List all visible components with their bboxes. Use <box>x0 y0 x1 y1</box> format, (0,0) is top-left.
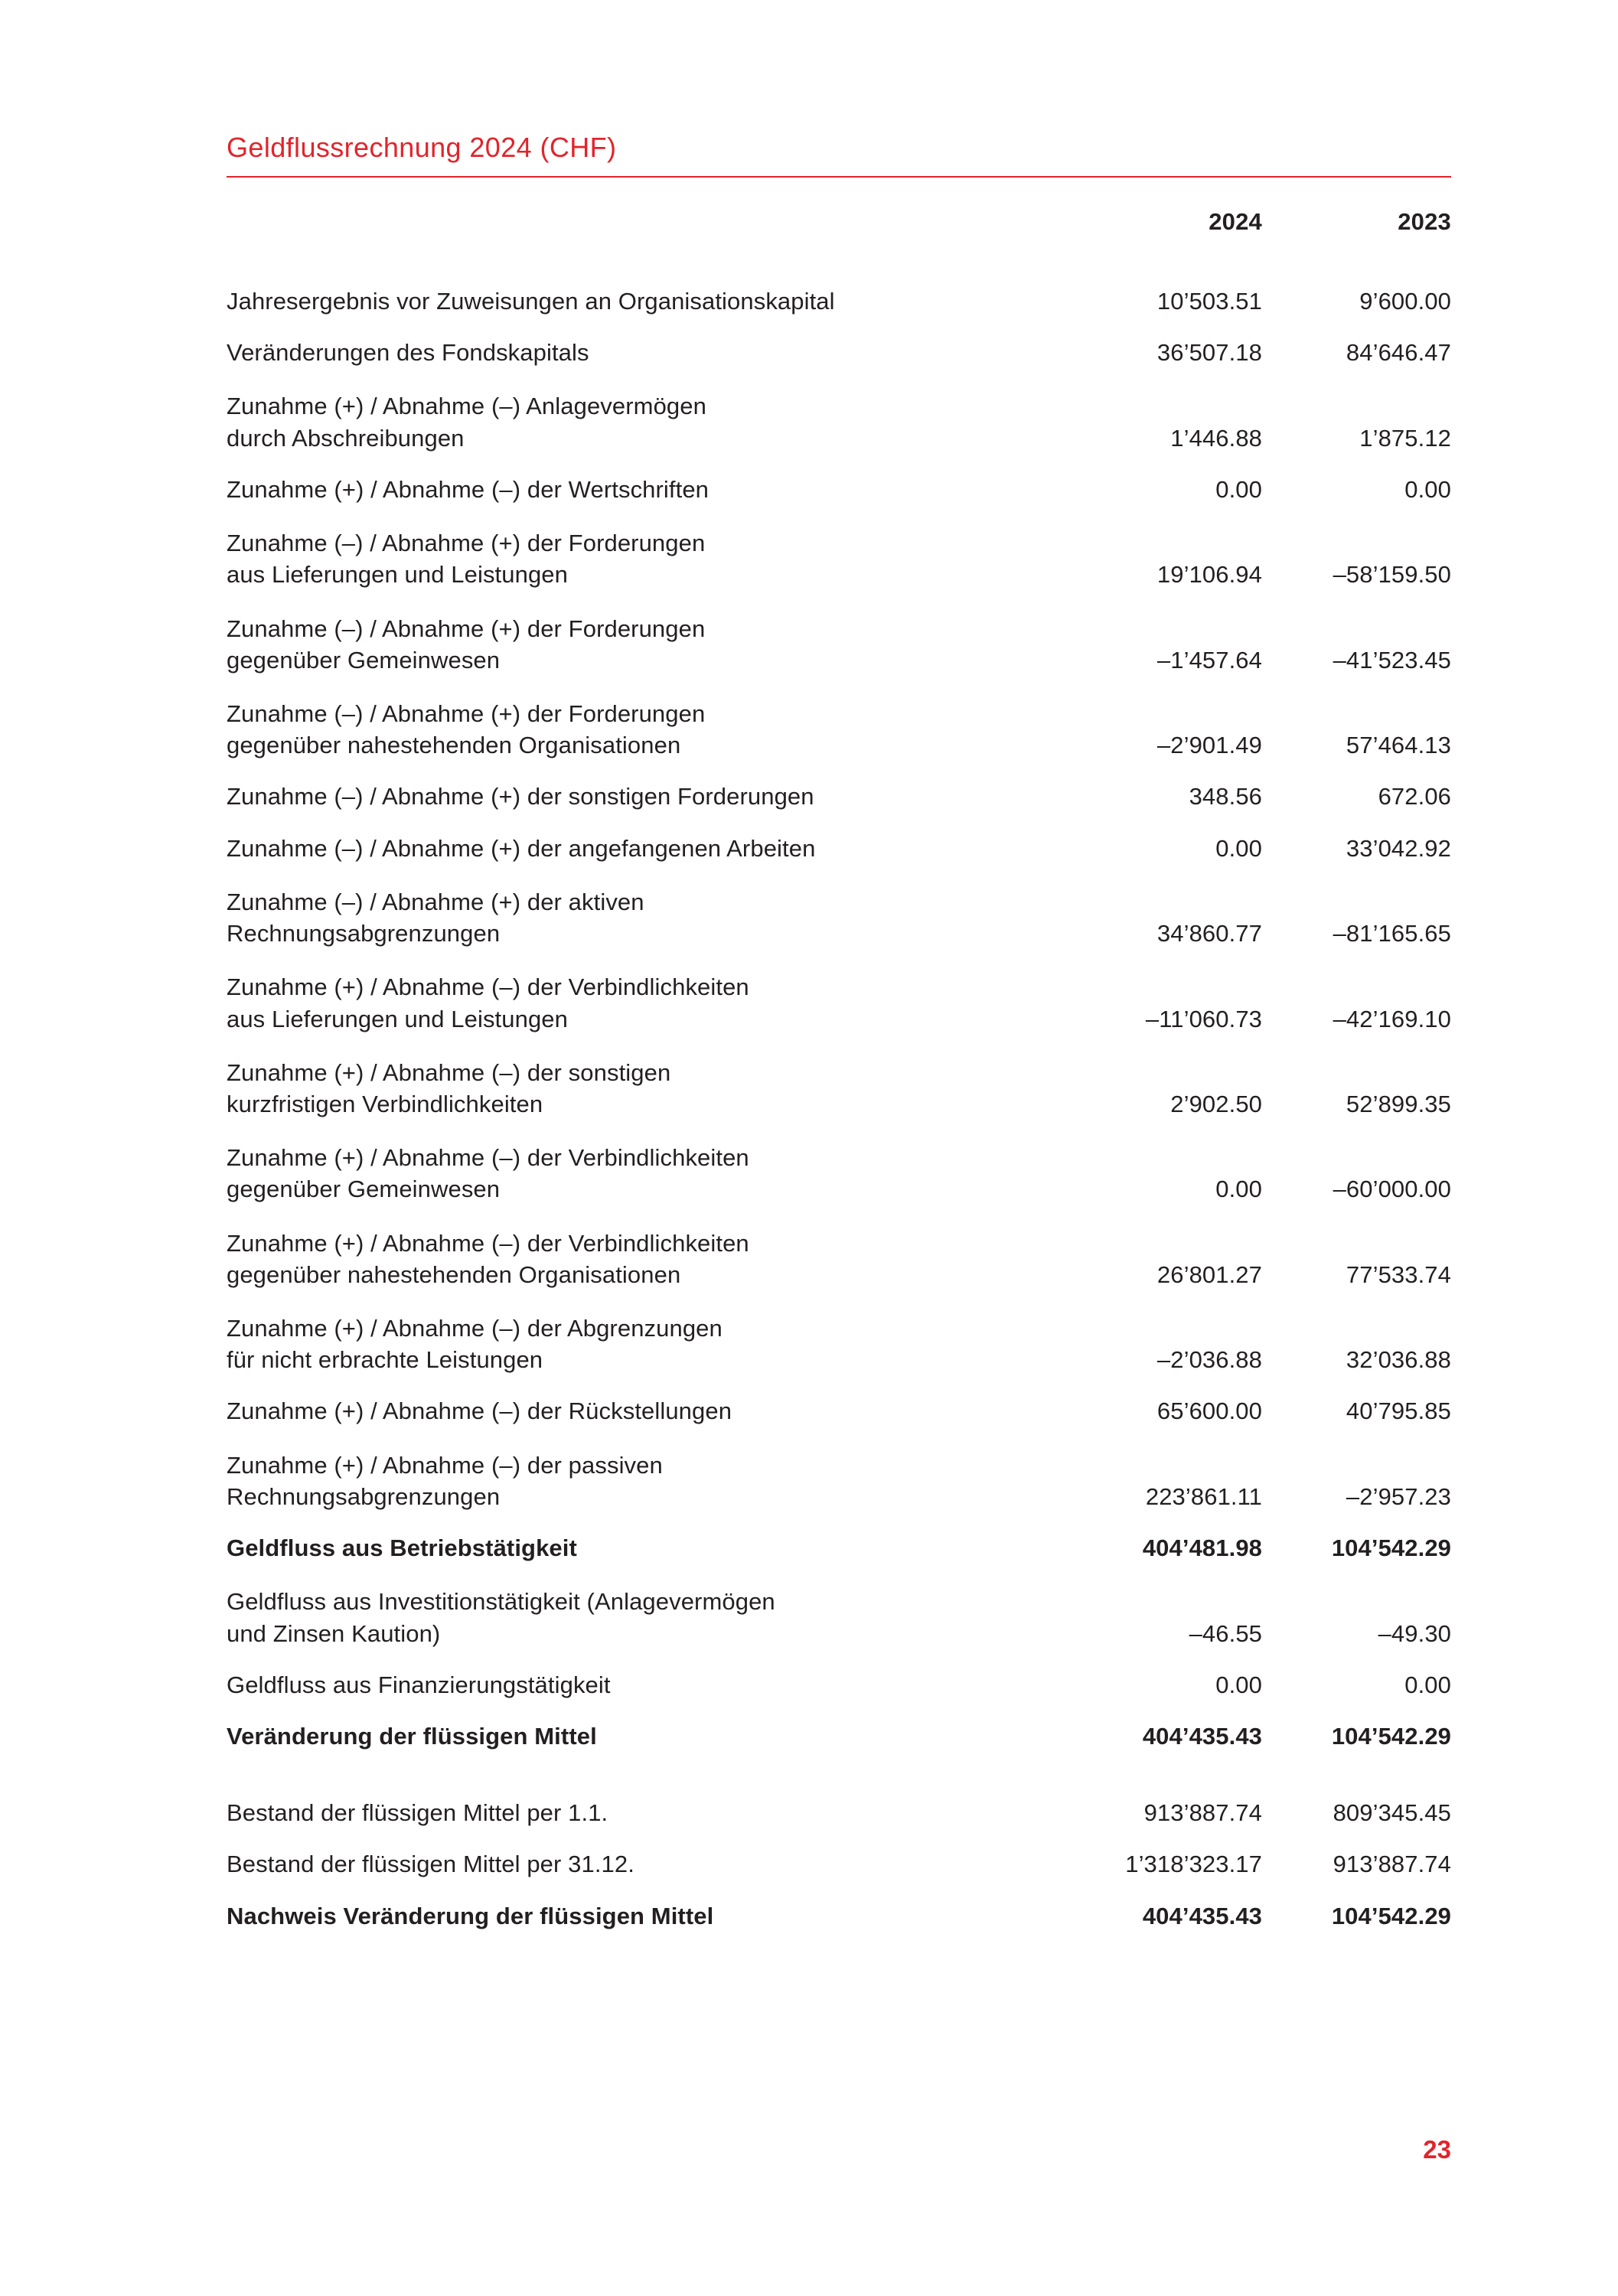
row-label <box>227 1574 1073 1658</box>
row-value-2024: –11’060.73 <box>1145 1005 1262 1032</box>
table-row <box>227 1890 1451 1942</box>
row-label <box>227 1300 1073 1385</box>
row-label-line: Zunahme (+) / Abnahme (–) der sonstigen <box>227 1058 671 1086</box>
row-label <box>227 464 1073 515</box>
row-label-line: für nicht erbrachte Leistungen <box>227 1346 543 1374</box>
table-row <box>227 823 1451 874</box>
row-label <box>227 771 1073 822</box>
row-label-line: Bestand der flüssigen Mittel per 1.1. <box>227 1799 608 1827</box>
row-value-2024: 223’861.11 <box>1145 1482 1262 1510</box>
table-row <box>227 1300 1451 1385</box>
table-row <box>227 515 1451 600</box>
row-label-line: Zunahme (+) / Abnahme (–) der passiven <box>227 1451 663 1479</box>
column-header-label <box>227 208 1073 276</box>
row-label <box>227 1045 1073 1130</box>
table-row <box>227 959 1451 1044</box>
row-label <box>227 1130 1073 1215</box>
row-label-line: Zunahme (–) / Abnahme (+) der angefangenen Arbeiten <box>227 834 816 862</box>
row-label <box>227 1659 1073 1711</box>
table-row <box>227 771 1451 822</box>
page-title: Geldflussrechnung 2024 (CHF) <box>227 132 617 163</box>
title-row <box>227 132 1451 178</box>
row-label-line: kurzfristigen Verbindlichkeiten <box>227 1090 543 1117</box>
row-label-line: Zunahme (+) / Abnahme (–) der Verbindlichkeiten <box>227 1229 749 1257</box>
row-label <box>227 515 1073 600</box>
row-value-2024: –2’901.49 <box>1156 732 1262 759</box>
table-row <box>227 601 1451 686</box>
row-value-2023: 33’042.92 <box>1346 834 1451 862</box>
row-value-2024: 0.00 <box>1215 475 1262 503</box>
table-row <box>227 1838 1451 1890</box>
table-row <box>227 1659 1451 1711</box>
row-label <box>227 327 1073 378</box>
row-value-2024: –2’036.88 <box>1156 1346 1262 1374</box>
row-label <box>227 1890 1073 1942</box>
row-label <box>227 823 1073 874</box>
row-value-2023: 0.00 <box>1404 475 1451 503</box>
table-row <box>227 1215 1451 1300</box>
row-label-line: Rechnungsabgrenzungen <box>227 1482 501 1510</box>
column-header-2024: 2024 <box>1209 208 1262 235</box>
table-row <box>227 378 1451 463</box>
row-label <box>227 1522 1073 1574</box>
row-label-line: Geldfluss aus Investitionstätigkeit (Anlagevermögen <box>227 1588 775 1616</box>
row-label-line: Zunahme (+) / Abnahme (–) der Verbindlichkeiten <box>227 1144 749 1172</box>
row-value-2023: –2’957.23 <box>1346 1482 1451 1510</box>
row-label <box>227 874 1073 959</box>
table-row <box>227 276 1451 327</box>
row-label-line: Zunahme (–) / Abnahme (+) der sonstigen Forderungen <box>227 783 814 810</box>
row-label-line: gegenüber nahestehenden Organisationen <box>227 1261 681 1288</box>
row-label-line: Geldfluss aus Finanzierungstätigkeit <box>227 1671 611 1698</box>
row-value-2023: 52’899.35 <box>1346 1090 1451 1117</box>
row-value-2023: –60’000.00 <box>1333 1176 1451 1203</box>
row-label-line: Zunahme (+) / Abnahme (–) der Verbindlichkeiten <box>227 974 749 1001</box>
row-value-2024: 19’106.94 <box>1156 561 1262 589</box>
row-value-2024: 1’446.88 <box>1170 424 1262 452</box>
row-value-2024: 2’902.50 <box>1170 1090 1262 1117</box>
row-value-2023: 913’887.74 <box>1333 1851 1451 1878</box>
table-row <box>227 874 1451 959</box>
row-label <box>227 1215 1073 1300</box>
row-label <box>227 601 1073 686</box>
row-label <box>227 378 1073 463</box>
row-label <box>227 686 1073 771</box>
table-row <box>227 1762 1451 1838</box>
row-value-2024: 0.00 <box>1215 834 1262 862</box>
row-label-line: Veränderung der flüssigen Mittel <box>227 1723 597 1750</box>
table-row <box>227 1130 1451 1215</box>
table-row <box>227 1437 1451 1522</box>
row-label <box>227 1711 1073 1762</box>
row-label <box>227 1838 1073 1890</box>
row-value-2023: 57’464.13 <box>1346 732 1451 759</box>
table-row <box>227 1385 1451 1437</box>
row-label-line: durch Abschreibungen <box>227 424 465 452</box>
column-header-2023: 2023 <box>1398 208 1451 235</box>
row-label <box>227 959 1073 1044</box>
page-content <box>227 132 1451 1942</box>
row-label-line: gegenüber nahestehenden Organisationen <box>227 732 681 759</box>
table-row <box>227 1574 1451 1658</box>
row-value-2024: 0.00 <box>1215 1671 1262 1698</box>
row-label-line: gegenüber Gemeinwesen <box>227 1176 501 1203</box>
row-label-line: Zunahme (+) / Abnahme (–) Anlagevermögen <box>227 393 706 420</box>
row-label-line: Zunahme (+) / Abnahme (–) der Rückstellungen <box>227 1397 732 1425</box>
table-row <box>227 327 1451 378</box>
row-value-2023: 32’036.88 <box>1346 1346 1451 1374</box>
row-label-line: aus Lieferungen und Leistungen <box>227 561 568 589</box>
row-label-line: Rechnungsabgrenzungen <box>227 920 501 947</box>
row-label-line: Geldfluss aus Betriebstätigkeit <box>227 1534 577 1562</box>
cashflow-table <box>227 208 1451 1942</box>
row-label-line: Zunahme (+) / Abnahme (–) der Wertschriften <box>227 475 710 503</box>
table-head <box>227 208 1451 276</box>
row-value-2023: 809’345.45 <box>1333 1799 1451 1827</box>
row-label-line: Veränderungen des Fondskapitals <box>227 339 589 367</box>
row-value-2023: 40’795.85 <box>1346 1397 1451 1425</box>
row-value-2023: 9’600.00 <box>1359 288 1451 315</box>
row-value-2023: –58’159.50 <box>1333 561 1451 589</box>
table-row <box>227 1045 1451 1130</box>
row-value-2023: –81’165.65 <box>1333 920 1451 947</box>
table-row <box>227 686 1451 771</box>
row-value-2023: 104’542.29 <box>1331 1902 1451 1929</box>
row-value-2024: 10’503.51 <box>1156 288 1262 315</box>
row-label-line: aus Lieferungen und Leistungen <box>227 1005 568 1032</box>
row-label-line: Bestand der flüssigen Mittel per 31.12. <box>227 1851 634 1878</box>
row-label <box>227 276 1073 327</box>
row-value-2023: 1’875.12 <box>1359 424 1451 452</box>
row-value-2024: 36’507.18 <box>1156 339 1262 367</box>
row-value-2024: 1’318’323.17 <box>1125 1851 1262 1878</box>
row-value-2024: 26’801.27 <box>1156 1261 1262 1288</box>
table-row <box>227 1711 1451 1762</box>
table-body <box>227 276 1451 1942</box>
row-label-line: Zunahme (–) / Abnahme (+) der Forderungen <box>227 615 706 642</box>
row-value-2024: 0.00 <box>1215 1176 1262 1203</box>
row-label-line: gegenüber Gemeinwesen <box>227 646 501 673</box>
row-label <box>227 1385 1073 1437</box>
row-label-line: Nachweis Veränderung der flüssigen Mittel <box>227 1902 714 1929</box>
row-value-2023: –49.30 <box>1378 1619 1451 1647</box>
row-value-2023: –42’169.10 <box>1333 1005 1451 1032</box>
row-value-2023: –41’523.45 <box>1333 646 1451 673</box>
row-label-line: und Zinsen Kaution) <box>227 1619 441 1647</box>
row-value-2024: 404’435.43 <box>1142 1902 1262 1929</box>
row-value-2023: 77’533.74 <box>1346 1261 1451 1288</box>
row-label-line: Zunahme (–) / Abnahme (+) der Forderungen <box>227 530 706 557</box>
row-label <box>227 1762 1073 1838</box>
row-label-line: Jahresergebnis vor Zuweisungen an Organisationskapital <box>227 288 835 315</box>
row-value-2024: 65’600.00 <box>1156 1397 1262 1425</box>
row-value-2023: 84’646.47 <box>1346 339 1451 367</box>
row-label-line: Zunahme (+) / Abnahme (–) der Abgrenzungen <box>227 1315 723 1342</box>
row-value-2023: 0.00 <box>1404 1671 1451 1698</box>
row-value-2024: 913’887.74 <box>1143 1799 1262 1827</box>
row-label-line: Zunahme (–) / Abnahme (+) der Forderungen <box>227 700 706 727</box>
row-value-2024: 348.56 <box>1189 783 1262 810</box>
table-row <box>227 1522 1451 1574</box>
page-number: 23 <box>1423 2135 1451 2164</box>
row-value-2023: 104’542.29 <box>1331 1534 1451 1562</box>
row-label-line: Zunahme (–) / Abnahme (+) der aktiven <box>227 888 644 915</box>
table-header-row <box>227 208 1451 276</box>
row-value-2024: 404’481.98 <box>1142 1534 1262 1562</box>
row-value-2024: 404’435.43 <box>1142 1723 1262 1750</box>
row-label <box>227 1437 1073 1522</box>
row-value-2023: 104’542.29 <box>1331 1723 1451 1750</box>
row-value-2023: 672.06 <box>1378 783 1451 810</box>
row-value-2024: –1’457.64 <box>1156 646 1262 673</box>
row-value-2024: –46.55 <box>1189 1619 1262 1647</box>
row-value-2024: 34’860.77 <box>1156 920 1262 947</box>
table-row <box>227 464 1451 515</box>
